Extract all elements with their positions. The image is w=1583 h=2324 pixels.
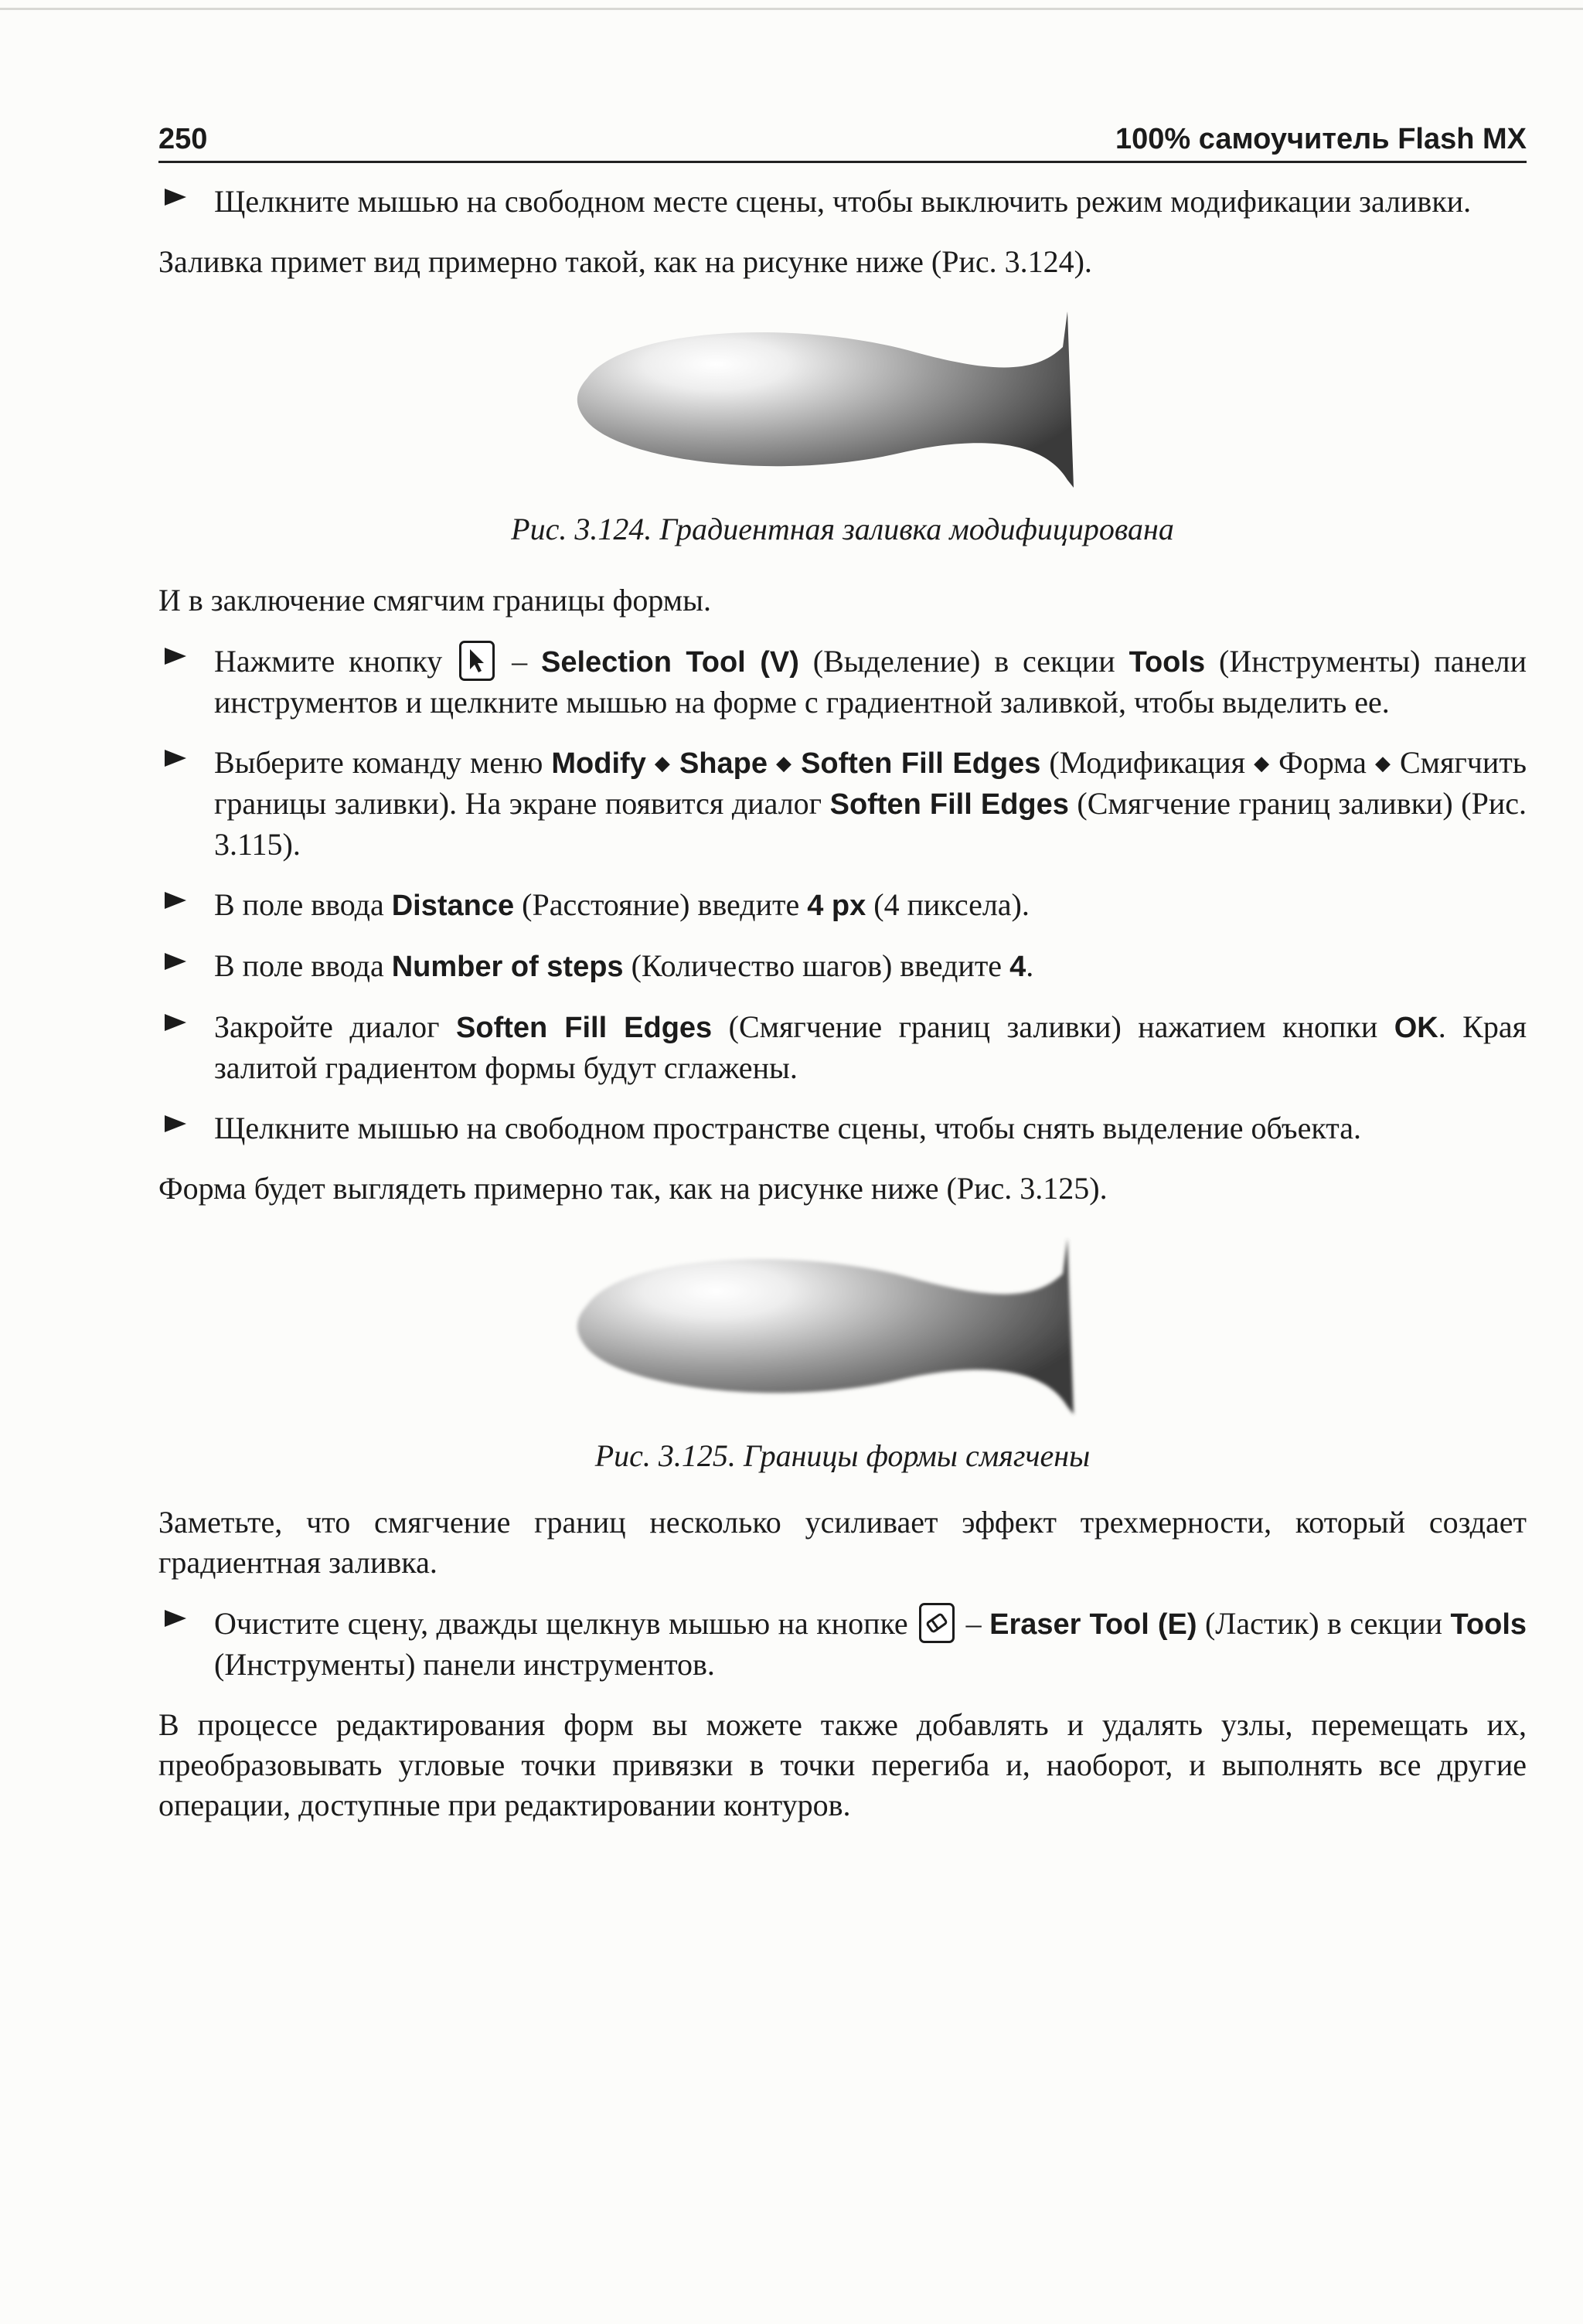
menu-item-modify: Modify — [551, 747, 646, 780]
step-text: В поле ввода — [214, 887, 392, 922]
step-text: (Смягчение границ заливки) (Рис. 3.115). — [214, 786, 1527, 862]
bullet-arrow-icon — [165, 953, 186, 970]
diamond-separator-icon: ◆ — [1374, 752, 1391, 774]
section-name: Tools — [1450, 1608, 1527, 1641]
eraser-tool-button-icon — [919, 1603, 955, 1643]
gradient-fish-shape-image — [158, 302, 1527, 495]
step-selection-tool — [158, 641, 1527, 723]
step-menu-command — [158, 743, 1527, 865]
step-text: (Количество шагов) введите — [623, 948, 1010, 983]
step-text: (Смягчение границ заливки) нажатием кнопки — [712, 1009, 1394, 1044]
step-text: Смягчить границы заливки). На экране появится диалог — [214, 745, 1527, 821]
step-text: Выберите команду меню — [214, 745, 552, 780]
dash-text: – — [965, 1606, 990, 1641]
step-text: (Ластик) в секции — [1197, 1606, 1451, 1641]
step-text: (4 пиксела). — [866, 887, 1030, 922]
step-text: В поле ввода — [214, 948, 392, 983]
step-deselect-fill — [158, 182, 1527, 222]
header-rule — [158, 161, 1527, 163]
step-eraser-tool — [158, 1603, 1527, 1685]
dash-text: – — [512, 644, 541, 679]
menu-item-soften-fill-edges: Soften Fill Edges — [801, 747, 1041, 780]
paragraph: И в заключение смягчим границы формы. — [158, 583, 711, 618]
tool-name: Selection Tool (V) — [540, 646, 799, 679]
bullet-arrow-icon — [165, 750, 186, 767]
dialog-name: Soften Fill Edges — [829, 788, 1069, 821]
step-text: (Инструменты) панели инструментов. — [214, 1647, 715, 1682]
paragraph: В процессе редактирования форм вы можете также добавлять и удалять узлы, перемещать их, преобразовывать угловые точки привязки в точки перегиба и, наоборот, и выполнять все другие операции, доступные при редактировании контуров. — [158, 1707, 1527, 1822]
paragraph: Заливка примет вид примерно такой, как на рисунке ниже (Рис. 3.124). — [158, 244, 1092, 279]
tool-name: Eraser Tool (E) — [989, 1608, 1197, 1641]
dialog-name: Soften Fill Edges — [456, 1012, 713, 1044]
step-text: . — [1026, 948, 1034, 983]
figure-3-124 — [158, 302, 1527, 495]
figure-caption: Рис. 3.125. Границы формы смягчены — [594, 1438, 1091, 1473]
page-header — [158, 116, 1527, 161]
step-text: (Модификация — [1040, 745, 1254, 780]
section-name: Tools — [1129, 646, 1206, 679]
bullet-arrow-icon — [165, 648, 186, 665]
step-text: Форма — [1270, 745, 1375, 780]
step-text: Нажмите кнопку — [214, 644, 443, 679]
figure-caption: Рис. 3.124. Градиентная заливка модифицирована — [511, 512, 1174, 546]
step-text: Закройте диалог — [214, 1009, 457, 1044]
field-name: Number of steps — [391, 951, 624, 983]
menu-item-shape: Shape — [679, 747, 768, 780]
step-text: (Выделение) в секции — [798, 644, 1129, 679]
bullet-arrow-icon — [165, 189, 186, 206]
running-title: 100% самоучитель Flash MX — [1115, 123, 1527, 155]
step-distance — [158, 885, 1527, 926]
step-text: . Края залитой градиентом формы будут сглажены. — [214, 1009, 1527, 1085]
step-text: (Расстояние) введите — [514, 887, 808, 922]
field-value: 4 px — [807, 890, 866, 922]
step-close-dialog — [158, 1007, 1527, 1088]
paragraph: Форма будет выглядеть примерно так, как на рисунке ниже (Рис. 3.125). — [158, 1171, 1108, 1206]
bullet-arrow-icon — [165, 1014, 186, 1031]
bullet-arrow-icon — [165, 1115, 186, 1132]
softened-fish-shape-image — [158, 1229, 1527, 1422]
field-value: 4 — [1009, 951, 1026, 983]
page-number: 250 — [158, 123, 208, 155]
bullet-arrow-icon — [165, 892, 186, 909]
step-deselect-object — [158, 1108, 1527, 1148]
button-name: OK — [1394, 1012, 1438, 1044]
field-name: Distance — [391, 890, 515, 922]
step-text: Щелкните мышью на свободном пространстве сцены, чтобы снять выделение объекта. — [214, 1111, 1361, 1145]
paragraph: Заметьте, что смягчение границ несколько усиливает эффект трехмерности, который создает градиентная заливка. — [158, 1505, 1527, 1580]
bullet-arrow-icon — [165, 1610, 186, 1627]
diamond-separator-icon: ◆ — [1254, 752, 1271, 774]
step-text: Щелкните мышью на свободном месте сцены, чтобы выключить режим модификации заливки. — [214, 184, 1472, 219]
top-edge-rule — [0, 8, 1583, 10]
diamond-separator-icon: ◆ — [776, 752, 793, 774]
selection-tool-button-icon — [459, 641, 495, 681]
page-body — [158, 182, 1527, 1846]
step-number-of-steps — [158, 946, 1527, 987]
step-text: Очистите сцену, дважды щелкнув мышью на кнопке — [214, 1606, 908, 1641]
step-text: (Инструменты) панели инструментов и щелкните мышью на форме с градиентной заливкой, чтобы выделить ее. — [214, 644, 1527, 720]
figure-3-125 — [158, 1229, 1527, 1422]
diamond-separator-icon: ◆ — [654, 752, 671, 774]
